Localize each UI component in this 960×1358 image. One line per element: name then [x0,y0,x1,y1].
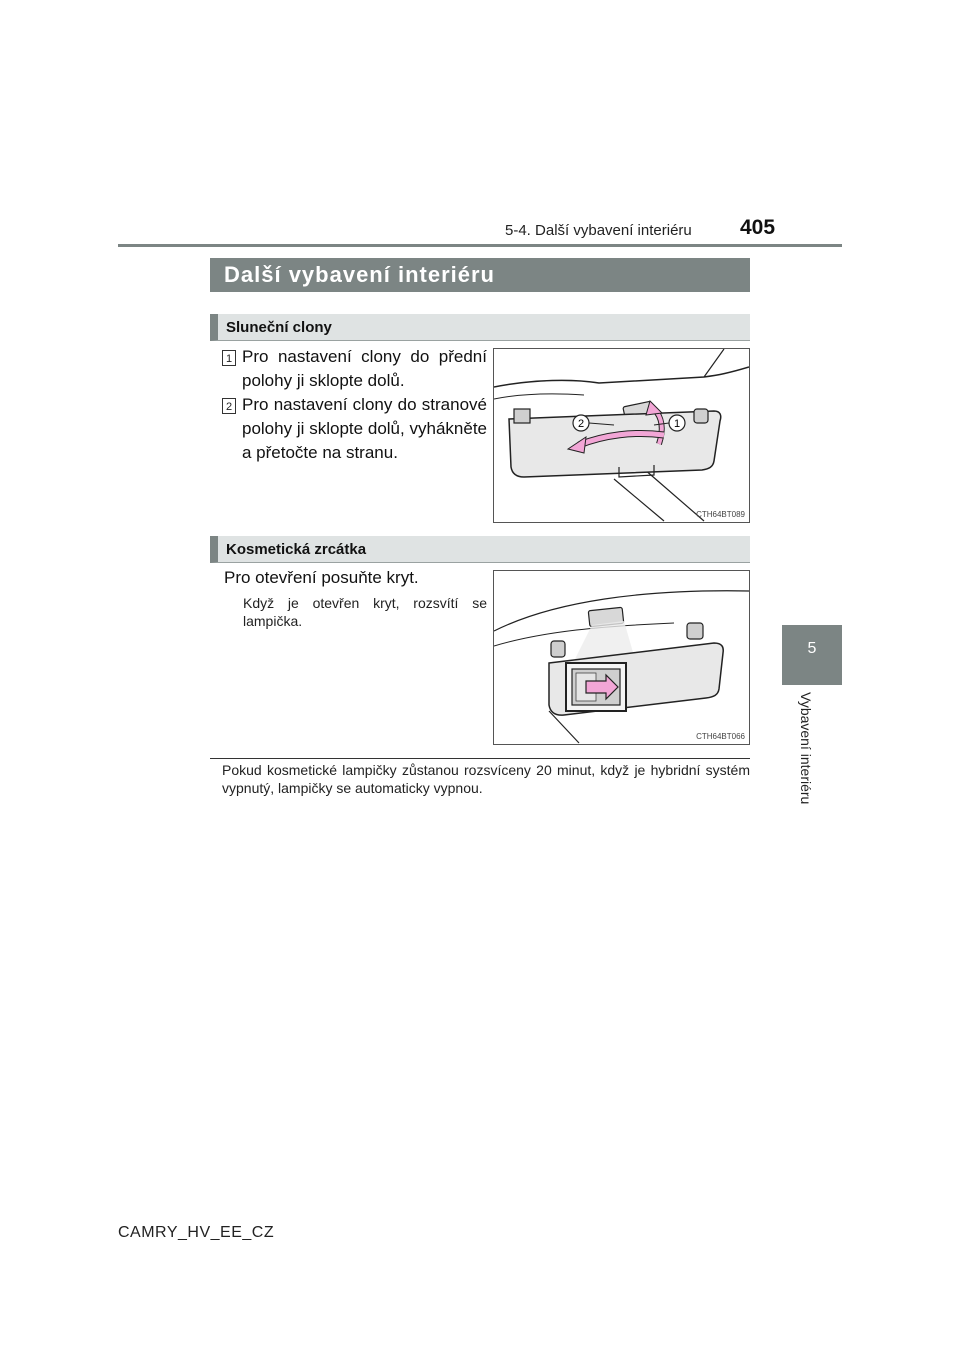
step-number-2: 2 [222,398,236,414]
figure-vanity-mirror [493,570,750,745]
figure-code-vanity-mirror: CTH64BT066 [696,732,745,741]
footnote-text: Pokud kosmetické lampičky zůstanou rozsvíceny 20 minut, když je hybridní systém vypnutý, lampičky se automaticky vypnou. [222,762,750,796]
chapter-tab-label-wrap [798,692,822,852]
chapter-tab-number: 5 [807,640,817,657]
note-divider [210,758,750,759]
header-divider [118,244,842,247]
callout-1: 1 [673,418,681,430]
running-header-section: 5-4. Další vybavení interiéru [505,222,692,239]
vanity-note: Když je otevřen kryt, rozsvítí se lampička. [243,595,487,629]
callout-2: 2 [577,418,585,430]
sun-visor-illustration [494,349,749,522]
document-code: CAMRY_HV_EE_CZ [118,1224,275,1241]
section-heading-sun-visors: Sluneční clony [210,314,750,341]
vanity-instruction: Pro otevření posuňte kryt. [224,568,419,587]
vanity-mirror-illustration [494,571,749,744]
step-text-2: Pro nastavení clony do stranové polohy ji sklopte dolů, vyhákněte a přetočte na stranu. [242,395,487,462]
page-number: 405 [740,216,776,239]
page-title: Další vybavení interiéru [210,258,750,292]
chapter-tab-label: Vybavení interiéru [798,692,814,805]
section-heading-vanity-mirrors: Kosmetická zrcátka [210,536,750,563]
figure-code-sun-visor: CTH64BT089 [696,510,745,519]
step-text-1: Pro nastavení clony do přední polohy ji sklopte dolů. [242,347,487,390]
step-number-1: 1 [222,350,236,366]
figure-sun-visor [493,348,750,523]
